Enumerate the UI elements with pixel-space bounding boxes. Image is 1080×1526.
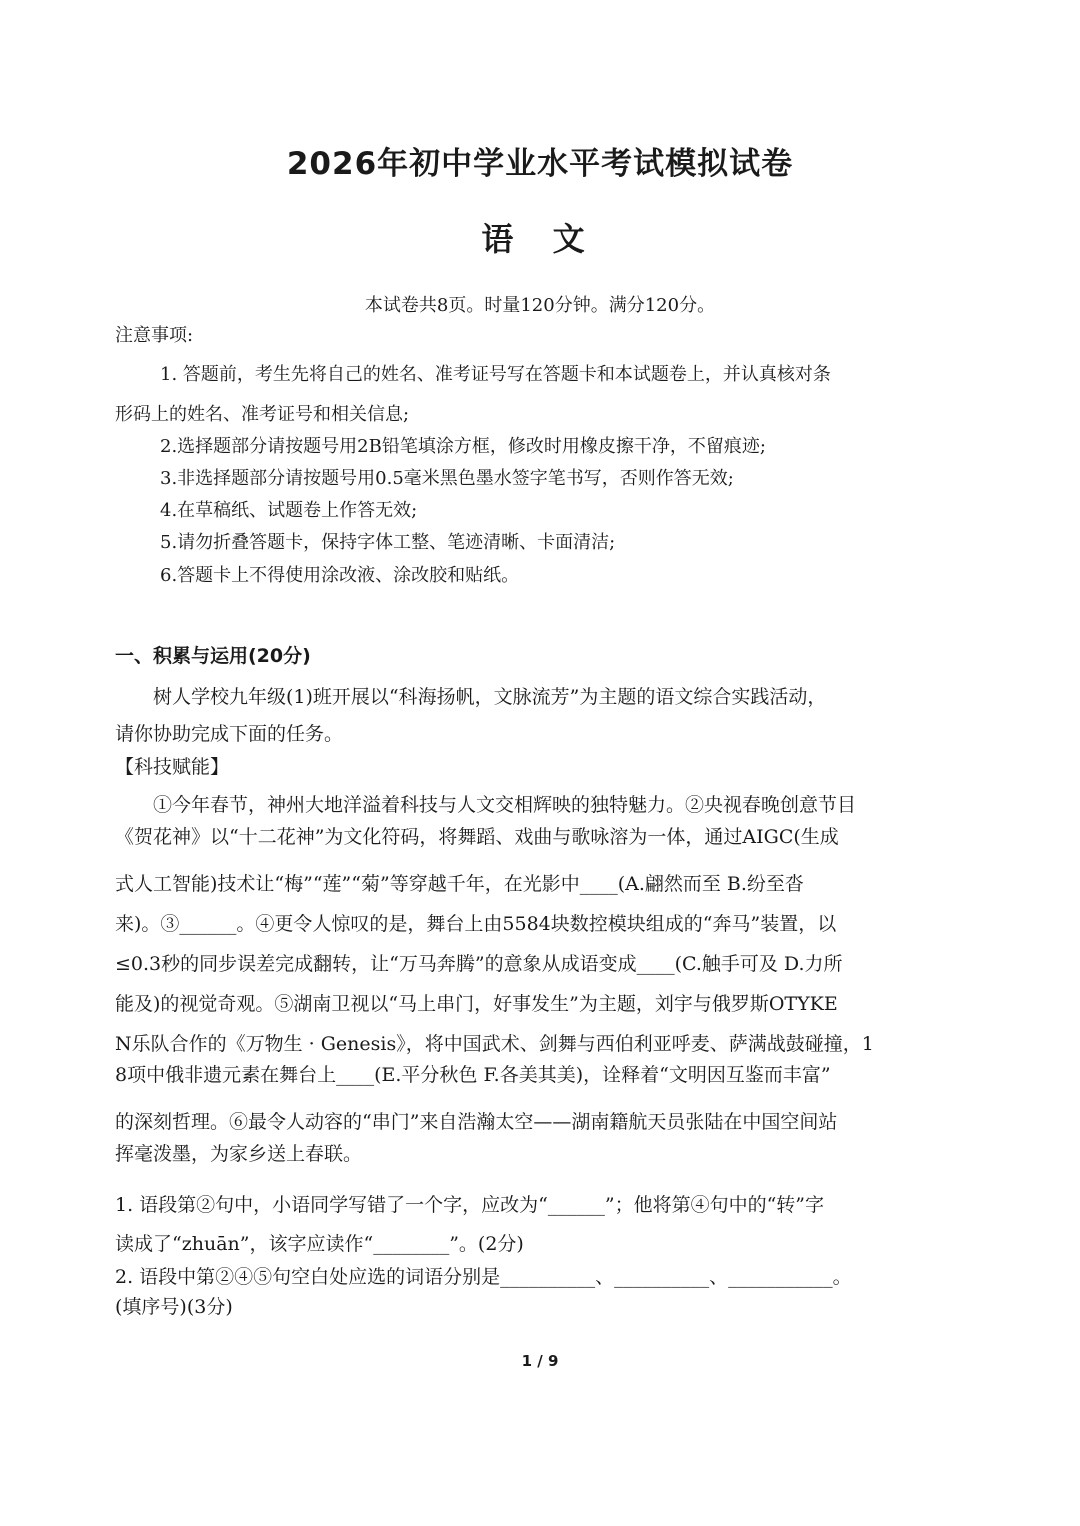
exam-info: 本试卷共8页。时量120分钟。满分120分。 — [364, 295, 716, 316]
passage-line: 的深刻哲理。⑥最令人动容的“串门”来自浩瀚太空——湖南籍航天员张陆在中国空间站 — [115, 1111, 838, 1133]
notice-item: 形码上的姓名、准考证号和相关信息; — [115, 404, 410, 425]
subsection-title: 【科技赋能】 — [115, 756, 230, 778]
subject-title: 语 文 — [481, 220, 599, 258]
notice-label: 注意事项: — [115, 325, 194, 346]
notice-item: 2.选择题部分请按题号用2B铅笔填涂方框，修改时用橡皮擦干净，不留痕迹; — [160, 436, 766, 457]
passage-line: 挥毫泼墨，为家乡送上春联。 — [115, 1143, 363, 1165]
notice-item: 1. 答题前，考生先将自己的姓名、准考证号写在答题卡和本试题卷上，并认真核对条 — [160, 364, 831, 385]
passage-line: ≤0.3秒的同步误差完成翻转，让“万马奔腾”的意象从成语变成____(C.触手可及 D.力所 — [115, 953, 843, 975]
passage-line: ①今年春节，神州大地洋溢着科技与人文交相辉映的独特魅力。②央视春晚创意节目 — [153, 794, 857, 816]
intro-line: 树人学校九年级(1)班开展以“科海扬帆，文脉流芳”为主题的语文综合实践活动， — [153, 686, 827, 708]
page-number: 1 / 9 — [521, 1352, 559, 1370]
passage-line: 能及)的视觉奇观。⑤湖南卫视以“马上串门，好事发生”为主题，刘宇与俄罗斯OTYKE — [115, 993, 838, 1015]
question-line: 1. 语段第②句中，小语同学写错了一个字，应改为“______”；他将第④句中的“转”字 — [115, 1194, 825, 1216]
intro-line: 请你协助完成下面的任务。 — [115, 723, 344, 745]
notice-item: 5.请勿折叠答题卡，保持字体工整、笔迹清晰、卡面清洁; — [160, 532, 616, 553]
question-line: 2. 语段中第②④⑤句空白处应选的词语分别是__________、__________、___________。 — [115, 1266, 852, 1288]
exam-title: 2026年初中学业水平考试模拟试卷 — [286, 146, 794, 182]
passage-line: 式人工智能)技术让“梅”“莲”“菊”等穿越千年，在光影中____(A.翩然而至 B.纷至沓 — [115, 873, 804, 895]
notice-item: 3.非选择题部分请按题号用0.5毫米黑色墨水签字笔书写，否则作答无效; — [160, 468, 734, 489]
section-heading: 一、积累与运用(20分) — [115, 645, 311, 667]
passage-line: N乐队合作的《万物生 · Genesis》，将中国武术、剑舞与西伯利亚呼麦、萨满战鼓碰撞，1 — [115, 1033, 874, 1055]
notice-item: 4.在草稿纸、试题卷上作答无效; — [160, 500, 418, 521]
passage-line: 《贺花神》以“十二花神”为文化符码，将舞蹈、戏曲与歌咏溶为一体，通过AIGC(生成 — [115, 826, 839, 848]
passage-line: 来)。③______。④更令人惊叹的是，舞台上由5584块数控模块组成的“奔马”装置，以 — [115, 913, 837, 935]
question-line: 读成了“zhuān”，该字应读作“________”。(2分) — [115, 1233, 524, 1255]
notice-item: 6.答题卡上不得使用涂改液、涂改胶和贴纸。 — [160, 565, 520, 586]
passage-line: 8项中俄非遗元素在舞台上____(E.平分秋色 F.各美其美)，诠释着“文明因互鉴而丰富” — [115, 1064, 831, 1086]
question-line: (填序号)(3分) — [115, 1296, 233, 1318]
